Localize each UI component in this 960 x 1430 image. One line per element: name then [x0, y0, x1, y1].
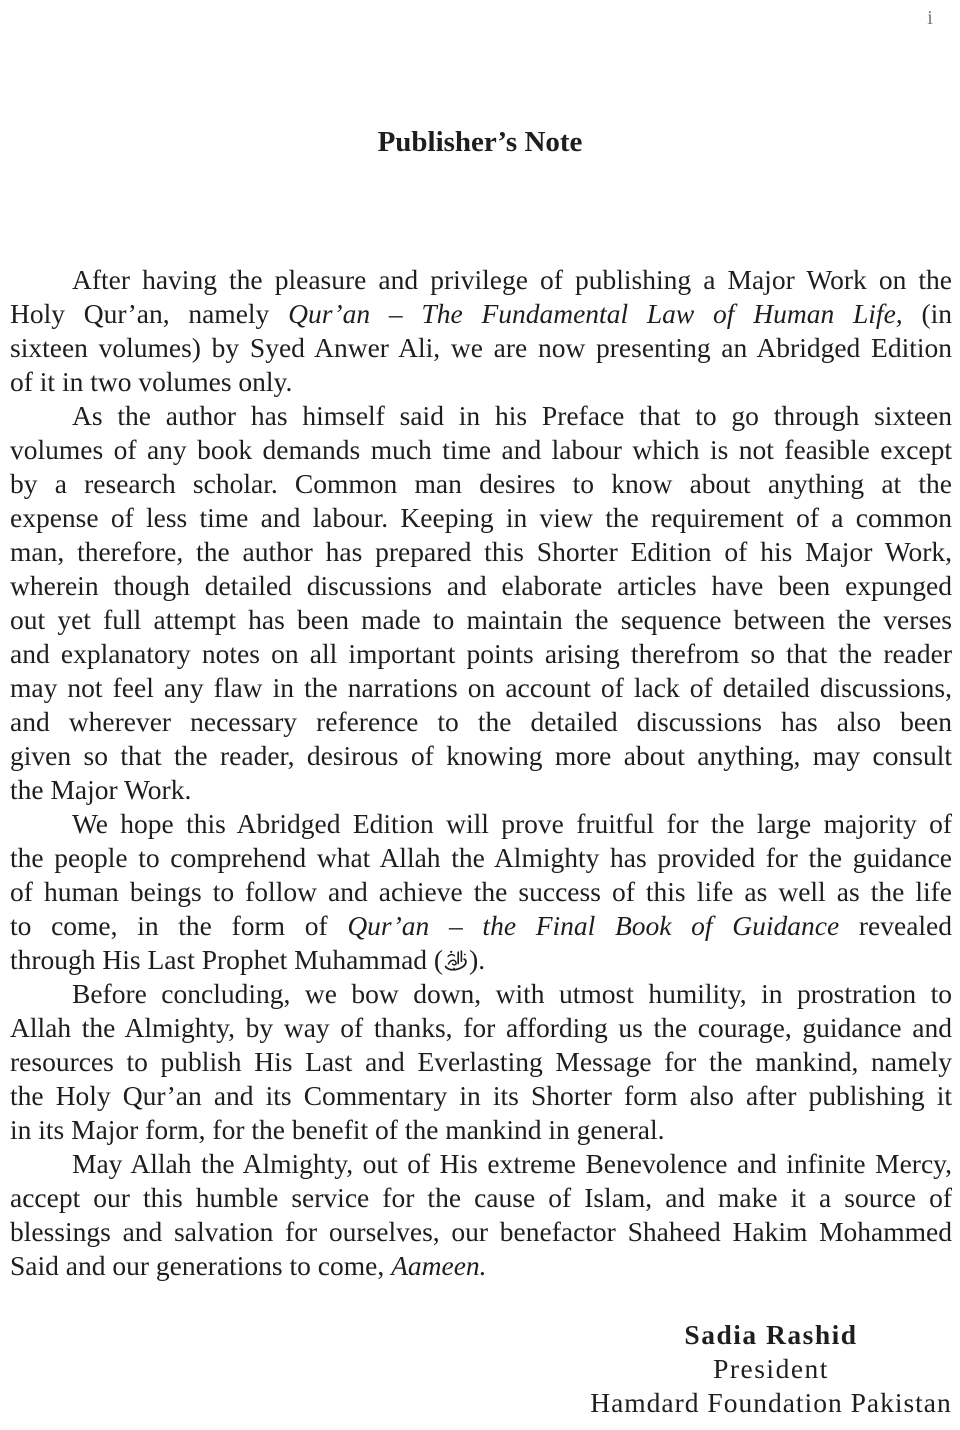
italic-book-title: Qur’an – the Final Book of Guidance [347, 910, 840, 941]
text-segment: ). [469, 944, 486, 975]
text-line: may not feel any flaw in the narrations on account of lack of detailed discussions, [10, 672, 952, 703]
text-line: the Major Work. [10, 774, 192, 805]
paragraph-2 [10, 399, 952, 807]
text-line [10, 943, 952, 977]
page-number: i [927, 7, 933, 29]
text-line: expense of less time and labour. Keeping in view the requirement of a common [10, 502, 952, 533]
text-line: accept our this humble service for the cause of Islam, and make it a source of [10, 1182, 952, 1213]
text-line: out yet full attempt has been made to maintain the sequence between the verses [10, 604, 952, 635]
text-line: the people to comprehend what Allah the Almighty has provided for the guidance [10, 842, 952, 873]
signature-block [585, 1318, 957, 1420]
text-line: volumes of any book demands much time and labour which is not feasible except [10, 434, 952, 465]
note-body [10, 263, 952, 1283]
text-segment: (in [902, 298, 952, 329]
paragraph-1 [10, 263, 952, 399]
paragraph-5 [10, 1147, 952, 1283]
text-line [10, 297, 952, 331]
text-line: of it in two volumes only. [10, 366, 293, 397]
italic-closing-word: Aameen. [391, 1250, 487, 1281]
paragraph-3 [10, 807, 952, 977]
italic-book-title: Qur’an – The Fundamental Law of Human Life, [288, 298, 903, 329]
page-title: Publisher’s Note [377, 126, 583, 158]
text-line [10, 1249, 952, 1283]
pbuh-calligraphy-icon [443, 947, 469, 973]
text-line: We hope this Abridged Edition will prove fruitful for the large majority of [72, 808, 952, 839]
text-line: by a research scholar. Common man desires to know about anything at the [10, 468, 952, 499]
text-line: Before concluding, we bow down, with utmost humility, in prostration to [72, 978, 952, 1009]
text-line: in its Major form, for the benefit of the mankind in general. [10, 1114, 665, 1145]
text-segment: to come, in the form of [10, 910, 348, 941]
text-line: Allah the Almighty, by way of thanks, for affording us the courage, guidance and [10, 1012, 952, 1043]
paragraph-4 [10, 977, 952, 1147]
text-line: man, therefore, the author has prepared this Shorter Edition of his Major Work, [10, 536, 952, 567]
text-segment: Holy Qur’an, namely [10, 298, 289, 329]
text-line: After having the pleasure and privilege of publishing a Major Work on the [72, 264, 952, 295]
text-line: sixteen volumes) by Syed Anwer Ali, we are now presenting an Abridged Edition [10, 332, 952, 363]
text-line: May Allah the Almighty, out of His extreme Benevolence and infinite Mercy, [72, 1148, 952, 1179]
text-segment: revealed [839, 910, 952, 941]
signatory-name: Sadia Rashid [684, 1319, 858, 1350]
text-segment: Said and our generations to come, [10, 1250, 392, 1281]
text-line [10, 909, 952, 943]
text-line: As the author has himself said in his Preface that to go through sixteen [72, 400, 952, 431]
text-line: of human beings to follow and achieve the success of this life as well as the life [10, 876, 952, 907]
text-line: and wherever necessary reference to the detailed discussions has also been [10, 706, 952, 737]
text-line: wherein though detailed discussions and elaborate articles have been expunged [10, 570, 952, 601]
signatory-title: President [713, 1353, 829, 1384]
text-line: blessings and salvation for ourselves, our benefactor Shaheed Hakim Mohammed [10, 1216, 952, 1247]
text-line: and explanatory notes on all important points arising therefrom so that the reader [10, 638, 952, 669]
text-line: resources to publish His Last and Everlasting Message for the mankind, namely [10, 1046, 952, 1077]
signatory-organization: Hamdard Foundation Pakistan [590, 1387, 952, 1418]
text-segment: through His Last Prophet Muhammad ( [10, 944, 444, 975]
text-line: given so that the reader, desirous of knowing more about anything, may consult [10, 740, 952, 771]
text-line: the Holy Qur’an and its Commentary in its Shorter form also after publishing it [10, 1080, 952, 1111]
